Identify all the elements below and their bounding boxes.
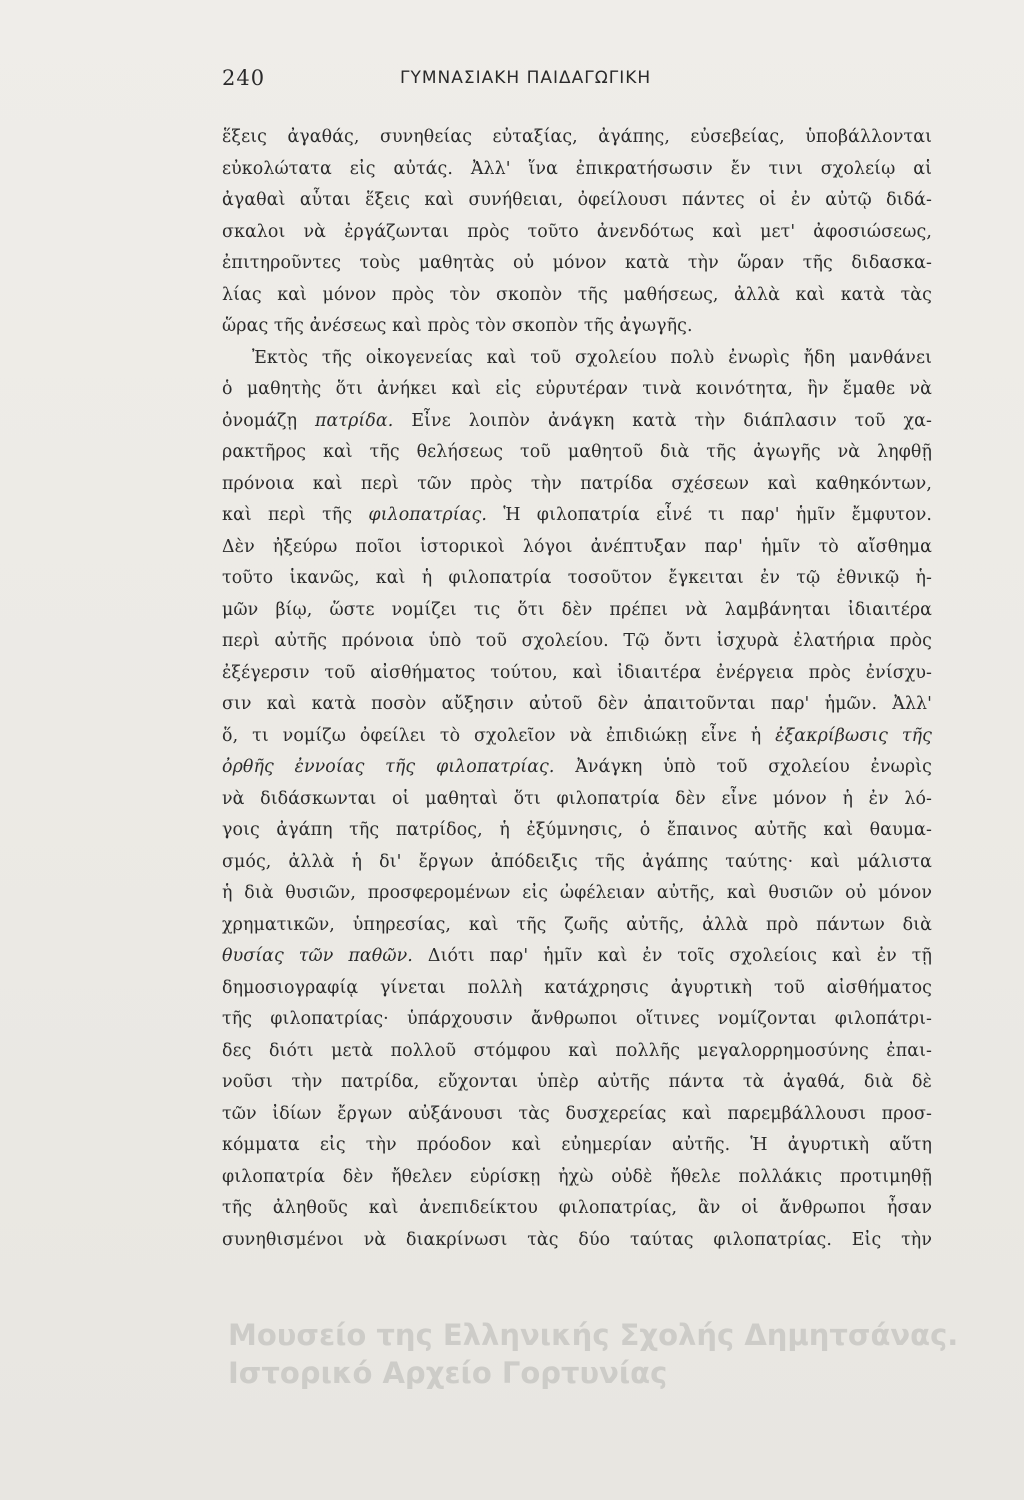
text-line: ὥρας τῆς ἀνέσεως καὶ πρὸς τὸν σκοπὸν τῆς ἀγωγῆς. [222, 316, 693, 336]
italic-term-exakrivosis: ἐξακρίβωσις τῆς [775, 725, 932, 746]
text-line: σκαλοι νὰ ἐργάζωνται πρὸς τοῦτο ἀνενδότως καὶ μετ' ἀφοσιώσεως, [222, 221, 932, 242]
text-fragment: Εἶνε λοιπὸν ἀνάγκη κατὰ τὴν διάπλασιν τοῦ χα- [411, 410, 932, 431]
text-line: ἡ διὰ θυσιῶν, προσφερομένων εἰς ὠφέλειαν αὐτῆς, καὶ θυσιῶν οὐ μόνον [222, 883, 932, 903]
text-fragment: Ἀνάγκη ὑπὸ τοῦ σχολείου ἐνωρὶς [575, 757, 932, 777]
text-line: τῆς φιλοπατρίας· ὑπάρχουσιν ἄνθρωποι οἵτινες νομίζονται φιλοπάτρι- [222, 1009, 932, 1029]
text-line: ἐξέγερσιν τοῦ αἰσθήματος τούτου, καὶ ἰδιαιτέρα ἐνέργεια πρὸς ἐνίσχυ- [222, 662, 932, 683]
text-line: κόμματα εἰς τὴν πρόοδον καὶ εὐημερίαν αὐτῆς. Ἡ ἀγυρτικὴ αὕτη [222, 1135, 932, 1155]
text-line: δες διότι μετὰ πολλοῦ στόμφου καὶ πολλῆς μεγαλορρημοσύνης ἐπαι- [222, 1040, 932, 1061]
text-fragment: καὶ περὶ τῆς [222, 505, 353, 525]
text-fragment: Διότι παρ' ἡμῖν καὶ ἐν τοῖς σχολείοις καὶ ἐν τῇ [427, 946, 932, 966]
text-line: τῶν ἰδίων ἔργων αὐξάνουσι τὰς δυσχερείας καὶ παρεμβάλλουσι προσ- [222, 1103, 932, 1124]
italic-term-filopatria: φιλοπατρίας. [368, 505, 487, 525]
text-line: ἐπιτηροῦντες τοὺς μαθητὰς οὐ μόνον κατὰ τὴν ὥραν τῆς διδασκα- [222, 253, 932, 273]
text-line: σμός, ἀλλὰ ἡ δι' ἔργων ἀπόδειξις τῆς ἀγάπης ταύτης· καὶ μάλιστα [222, 851, 932, 872]
text-line-mixed [222, 500, 932, 532]
italic-term-orthis-ennoias: ὀρθῆς ἐννοίας τῆς φιλοπατρίας. [222, 757, 555, 777]
text-fragment: ὅ, τι νομίζω ὀφείλει τὸ σχολεῖον νὰ ἐπιδιώκῃ εἶνε ἡ [222, 725, 762, 746]
text-line: ἕξεις ἀγαθάς, συνηθείας εὐταξίας, ἀγάπης, εὐσεβείας, ὑποβάλλονται [222, 127, 932, 147]
text-line: ρακτῆρος καὶ τῆς θελήσεως τοῦ μαθητοῦ διὰ τῆς ἀγωγῆς νὰ ληφθῇ [222, 442, 932, 462]
text-line: γοις ἀγάπη τῆς πατρίδος, ἡ ἐξύμνησις, ὁ ἔπαινος αὐτῆς καὶ θαυμα- [222, 820, 932, 840]
page-number: 240 [222, 66, 266, 90]
text-line: σιν καὶ κατὰ ποσὸν αὔξησιν αὐτοῦ δὲν ἀπαιτοῦνται παρ' ἡμῶν. Ἀλλ' [222, 694, 932, 714]
watermark-line-1: Μουσείο της Ελληνικής Σχολής Δημητσάνας. [228, 1318, 959, 1352]
text-line-mixed [222, 721, 932, 753]
watermark-line-2: Ιστορικό Αρχείο Γορτυνίας [228, 1356, 668, 1390]
text-line-mixed [222, 406, 932, 438]
text-fragment: ὀνομάζῃ [222, 410, 298, 431]
text-line: συνηθισμένοι νὰ διακρίνωσι τὰς δύο ταύτας φιλοπατρίας. Εἰς τὴν [222, 1229, 932, 1250]
text-line-mixed [222, 752, 932, 784]
text-line: τοῦτο ἱκανῶς, καὶ ἡ φιλοπατρία τοσοῦτον ἔγκειται ἐν τῷ ἐθνικῷ ἡ- [222, 568, 932, 588]
text-line: μῶν βίῳ, ὥστε νομίζει τις ὅτι δὲν πρέπει νὰ λαμβάνηται ἰδιαιτέρα [222, 599, 932, 620]
text-line: τῆς ἀληθοῦς καὶ ἀνεπιδείκτου φιλοπατρίας, ἂν οἱ ἄνθρωποι ἦσαν [222, 1198, 932, 1218]
text-line: περὶ αὐτῆς πρόνοια ὑπὸ τοῦ σχολείου. Τῷ ὄντι ἰσχυρὰ ἐλατήρια πρὸς [222, 631, 932, 651]
italic-term-thysias: θυσίας τῶν παθῶν. [222, 946, 413, 966]
text-line: χρηματικῶν, ὑπηρεσίας, καὶ τῆς ζωῆς αὐτῆς, ἀλλὰ πρὸ πάντων διὰ [222, 914, 932, 935]
text-line: ὁ μαθητὴς ὅτι ἀνήκει καὶ εἰς εὐρυτέραν τινὰ κοινότητα, ἣν ἔμαθε νὰ [222, 379, 932, 399]
body-text [222, 122, 932, 1256]
text-fragment: Ἡ φιλοπατρία εἶνέ τι παρ' ἡμῖν ἔμφυτον. [503, 505, 932, 525]
running-title: ΓΥΜΝΑΣΙΑΚΗ ΠΑΙΔΑΓΩΓΙΚΗ [400, 68, 652, 88]
text-line: εὐκολώτατα εἰς αὐτάς. Ἀλλ' ἵνα ἐπικρατήσωσιν ἔν τινι σχολείῳ αἱ [222, 158, 932, 179]
text-line: δημοσιογραφίᾳ γίνεται πολλὴ κατάχρησις ἀγυρτικὴ τοῦ αἰσθήματος [222, 977, 932, 998]
text-line: λίας καὶ μόνον πρὸς τὸν σκοπὸν τῆς μαθήσεως, ἀλλὰ καὶ κατὰ τὰς [222, 284, 932, 305]
text-line: πρόνοια καὶ περὶ τῶν πρὸς τὴν πατρίδα σχέσεων καὶ καθηκόντων, [222, 473, 932, 494]
text-line-mixed [222, 941, 932, 973]
text-line: Δὲν ἠξεύρω ποῖοι ἱστορικοὶ λόγοι ἀνέπτυξαν παρ' ἡμῖν τὸ αἴσθημα [222, 536, 932, 557]
italic-term-patrida: πατρίδα. [315, 410, 394, 431]
text-line: νοῦσι τὴν πατρίδα, εὔχονται ὑπὲρ αὐτῆς πάντα τὰ ἀγαθά, διὰ δὲ [222, 1072, 932, 1092]
text-line: Ἐκτὸς τῆς οἰκογενείας καὶ τοῦ σχολείου πολὺ ἐνωρὶς ἤδη μανθάνει [252, 347, 932, 368]
text-line: ἀγαθαὶ αὗται ἕξεις καὶ συνήθειαι, ὀφείλουσι πάντες οἱ ἐν αὐτῷ διδά- [222, 190, 932, 210]
text-line: φιλοπατρία δὲν ἤθελεν εὑρίσκῃ ἠχὼ οὐδὲ ἤθελε πολλάκις προτιμηθῇ [222, 1166, 932, 1187]
text-line: νὰ διδάσκωνται οἱ μαθηταὶ ὅτι φιλοπατρία δὲν εἶνε μόνον ἡ ἐν λό- [222, 788, 932, 809]
running-head [222, 66, 942, 102]
